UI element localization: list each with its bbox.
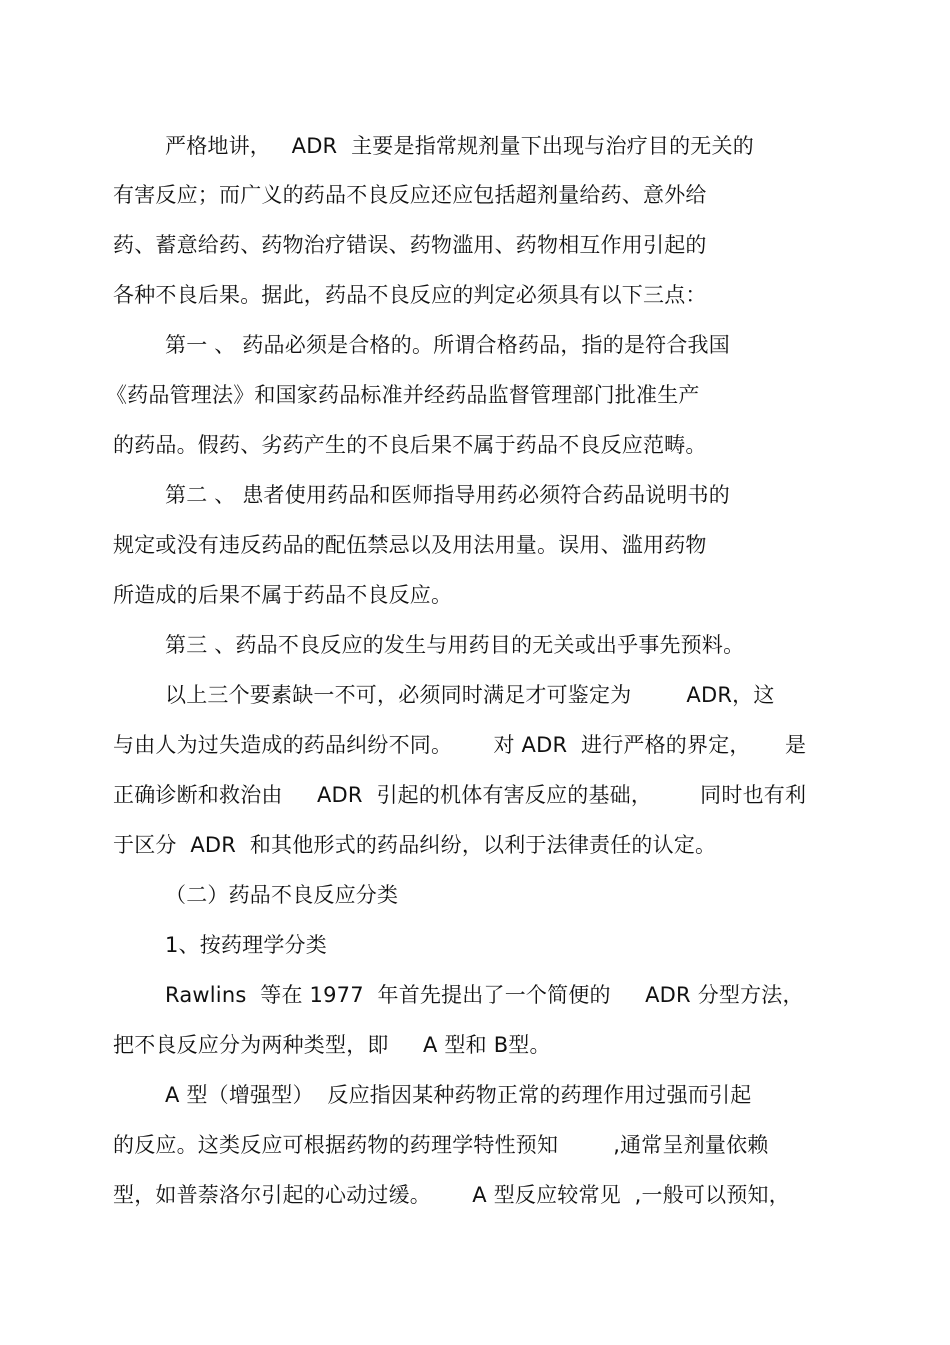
subsection-heading: 1、按药理学分类: [165, 933, 327, 957]
text-line: 与由人为过失造成的药品纠纷不同。 对 ADR 进行严格的界定， 是: [113, 733, 807, 757]
text-line: 把不良反应分为两种类型，即 A 型和 B型。: [113, 1033, 551, 1057]
text-line: 药、蓄意给药、药物治疗错误、药物滥用、药物相互作用引起的: [113, 233, 707, 257]
text-line: 第二 、 患者使用药品和医师指导用药必须符合药品说明书的: [165, 483, 730, 507]
text-line: 正确诊断和救治由 ADR 引起的机体有害反应的基础， 同时也有利: [113, 783, 807, 807]
text-line: 规定或没有违反药品的配伍禁忌以及用法用量。误用、滥用药物: [113, 533, 707, 557]
section-heading: （二）药品不良反应分类: [165, 883, 399, 907]
text-line: 有害反应；而广义的药品不良反应还应包括超剂量给药、意外给: [113, 183, 707, 207]
text-line: 《药品管理法》和国家药品标准并经药品监督管理部门批准生产: [106, 383, 700, 407]
text-line: 所造成的后果不属于药品不良反应。: [113, 583, 453, 607]
text-line: 的药品。假药、劣药产生的不良后果不属于药品不良反应范畴。: [113, 433, 707, 457]
text-line: Rawlins 等在 1977 年首先提出了一个简便的 ADR 分型方法，: [165, 983, 804, 1007]
text-line: 第一 、 药品必须是合格的。所谓合格药品，指的是符合我国: [165, 333, 730, 357]
text-line: 的反应。这类反应可根据药物的药理学特性预知 ,通常呈剂量依赖: [113, 1133, 769, 1157]
text-line: 严格地讲， ADR 主要是指常规剂量下出现与治疗目的无关的: [165, 134, 754, 158]
text-line: A 型（增强型） 反应指因某种药物正常的药理作用过强而引起: [165, 1083, 752, 1107]
text-line: 以上三个要素缺一不可，必须同时满足才可鉴定为 ADR，这: [165, 683, 775, 707]
text-line: 第三 、药品不良反应的发生与用药目的无关或出乎事先预料。: [165, 633, 745, 657]
text-line: 型，如普萘洛尔引起的心动过缓。 A 型反应较常见 ,一般可以预知，: [113, 1183, 790, 1207]
text-line: 于区分 ADR 和其他形式的药品纠纷，以利于法律责任的认定。: [113, 833, 717, 857]
text-line: 各种不良后果。据此，药品不良反应的判定必须具有以下三点：: [113, 283, 707, 307]
